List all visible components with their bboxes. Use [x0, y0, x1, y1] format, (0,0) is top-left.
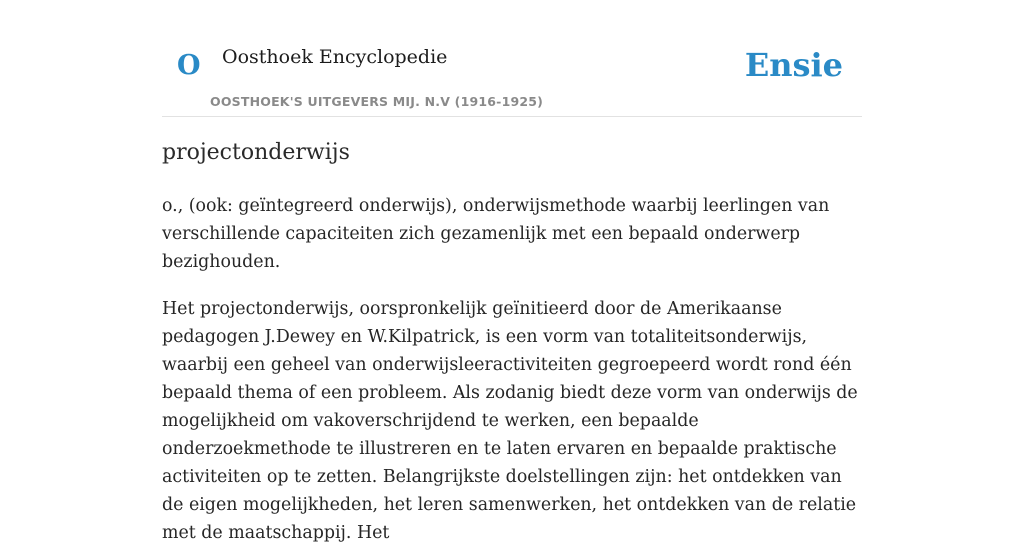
entry-definition: o., (ook: geïntegreerd onderwijs), onderwijsmethode waarbij leerlingen van verschillende capaciteiten zich gezamenlijk met een bepaald onderwerp bezighouden. — [162, 196, 830, 272]
brand-logo[interactable]: Ensie — [744, 46, 843, 84]
source-title[interactable]: Oosthoek Encyclopedie — [222, 46, 448, 68]
source-publisher: OOSTHOEK'S UITGEVERS MIJ. N.V (1916-1925) — [210, 94, 544, 109]
entry-body-paragraph: Het projectonderwijs, oorspronkelijk geïnitieerd door de Amerikaanse pedagogen J.Dewey en W.Kilpatrick, is een vorm van totaliteitsonderwijs, waarbij een geheel van onderwijsleeractiviteiten gegroepeerd wordt rond één bepaald thema of een probleem. Als zodanig biedt deze vorm van onderwijs de mogelijkheid om vakoverschrijdend te werken, een bepaalde onderzoekmethode te illustreren en te laten ervaren en bepaalde praktische activiteiten op te zetten. Belangrijkste doelstellingen zijn: het ontdekken van de eigen mogelijkheden, het leren samenwerken, het ontdekken van de relatie met de maatschappij. Het — [162, 299, 858, 543]
source-header — [162, 0, 862, 117]
source-logo[interactable]: O — [177, 50, 201, 81]
entry-headword: projectonderwijs — [162, 140, 350, 165]
